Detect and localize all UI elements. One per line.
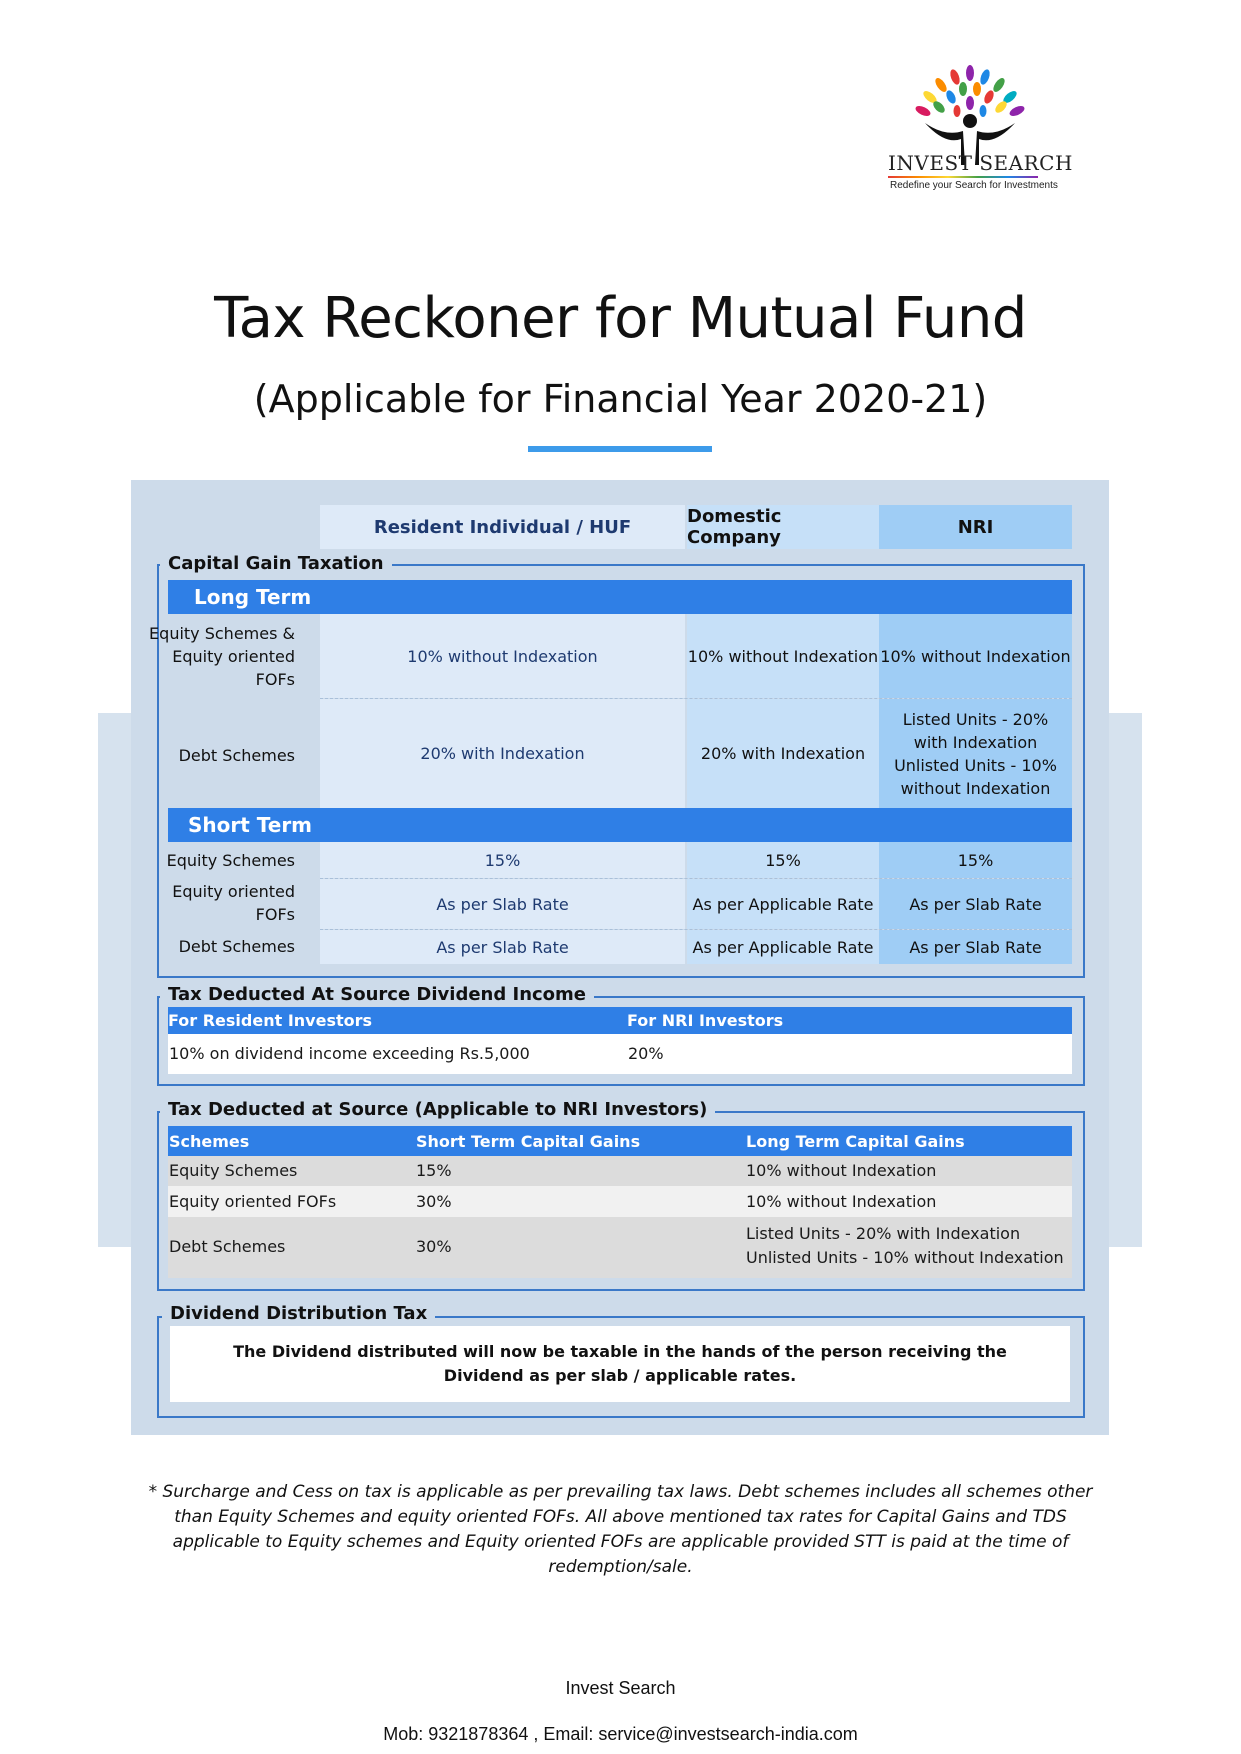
lt-equity-nri: 10% without Indexation bbox=[879, 614, 1072, 698]
lt-equity-company: 10% without Indexation bbox=[687, 614, 879, 698]
nri-ltcg-listed: Listed Units - 20% with Indexation bbox=[746, 1224, 1021, 1243]
lt-row-equity-label: Equity Schemes & Equity oriented FOFs bbox=[149, 624, 295, 689]
lt-row-debt-label: Debt Schemes bbox=[178, 746, 295, 765]
title-underline bbox=[528, 446, 712, 452]
column-header-company: Domestic Company bbox=[687, 505, 879, 549]
brand-divider bbox=[888, 176, 1038, 178]
st-row-fof-label: Equity oriented FOFs bbox=[172, 882, 295, 924]
short-term-bar: Short Term bbox=[168, 808, 1072, 842]
ddt-text: The Dividend distributed will now be taxable in the hands of the person receiving the Dividend as per slab / applicable rates. bbox=[233, 1342, 1007, 1385]
tds-resident-value: 10% on dividend income exceeding Rs.5,000 bbox=[169, 1044, 530, 1063]
st-debt-resident: As per Slab Rate bbox=[320, 930, 685, 964]
st-debt-nri: As per Slab Rate bbox=[879, 930, 1072, 964]
nri-scheme: Equity oriented FOFs bbox=[169, 1192, 337, 1211]
st-fof-company: As per Applicable Rate bbox=[687, 879, 879, 929]
nri-header-ltcg: Long Term Capital Gains bbox=[746, 1131, 965, 1151]
st-equity-nri: 15% bbox=[879, 842, 1072, 878]
nri-stcg: 30% bbox=[416, 1237, 452, 1256]
nri-ltcg: 10% without Indexation bbox=[746, 1192, 937, 1211]
table-row bbox=[168, 1186, 1072, 1217]
st-fof-nri: As per Slab Rate bbox=[879, 879, 1072, 929]
footnote: * Surcharge and Cess on tax is applicable as per prevailing tax laws. Debt schemes includes all schemes other than Equity Schemes and equity oriented FOFs. All above mentioned tax rates for Capital Gains and TDS applicable to Equity schemes and Equity oriented FOFs are applicable provided STT is paid at the time of redemption/sale. bbox=[148, 1482, 1093, 1577]
st-equity-resident: 15% bbox=[320, 842, 685, 878]
nri-ltcg: 10% without Indexation bbox=[746, 1161, 937, 1180]
tds-nri-header bbox=[168, 1126, 1072, 1156]
ddt-box bbox=[170, 1326, 1070, 1402]
ddt-label: Dividend Distribution Tax bbox=[162, 1303, 435, 1324]
st-debt-company: As per Applicable Rate bbox=[687, 930, 879, 964]
st-row-debt-label: Debt Schemes bbox=[178, 937, 295, 956]
long-term-bar: Long Term bbox=[168, 580, 1072, 614]
nri-stcg: 15% bbox=[416, 1161, 452, 1180]
tds-nri-value: 20% bbox=[628, 1044, 664, 1063]
nri-scheme: Debt Schemes bbox=[169, 1237, 286, 1256]
nri-ltcg-unlisted: Unlisted Units - 10% without Indexation bbox=[746, 1248, 1064, 1267]
tds-dividend-header bbox=[168, 1007, 1072, 1034]
tds-dividend-row bbox=[168, 1034, 1072, 1074]
page-subtitle: (Applicable for Financial Year 2020-21) bbox=[253, 377, 988, 421]
tds-dividend-label: Tax Deducted At Source Dividend Income bbox=[160, 984, 594, 1005]
lt-debt-resident: 20% with Indexation bbox=[320, 699, 685, 808]
capital-gain-label: Capital Gain Taxation bbox=[160, 553, 392, 574]
table-row bbox=[168, 1156, 1072, 1186]
brand-name: INVEST SEARCH bbox=[888, 151, 1073, 175]
tds-header-nri: For NRI Investors bbox=[627, 1011, 784, 1030]
footer-contact: Mob: 9321878364 , Email: service@investsearch-india.com bbox=[383, 1724, 858, 1744]
page-title: Tax Reckoner for Mutual Fund bbox=[214, 286, 1027, 351]
brand-tagline: Redefine your Search for Investments bbox=[890, 180, 1058, 191]
lt-debt-company: 20% with Indexation bbox=[687, 699, 879, 808]
column-header-nri: NRI bbox=[879, 505, 1072, 549]
nri-header-stcg: Short Term Capital Gains bbox=[416, 1131, 641, 1151]
tds-nri-label: Tax Deducted at Source (Applicable to NRI Investors) bbox=[160, 1099, 715, 1120]
nri-stcg: 30% bbox=[416, 1192, 452, 1211]
column-header-resident: Resident Individual / HUF bbox=[320, 505, 685, 549]
st-row-equity-label: Equity Schemes bbox=[166, 851, 295, 870]
footer-company: Invest Search bbox=[565, 1678, 676, 1698]
nri-scheme: Equity Schemes bbox=[169, 1161, 298, 1180]
table-row bbox=[168, 1217, 1072, 1278]
tds-header-resident: For Resident Investors bbox=[168, 1011, 373, 1030]
lt-debt-nri: Listed Units - 20% with Indexation Unlisted Units - 10% without Indexation bbox=[879, 699, 1072, 808]
nri-header-schemes: Schemes bbox=[169, 1131, 250, 1151]
lt-equity-resident: 10% without Indexation bbox=[320, 614, 685, 698]
st-fof-resident: As per Slab Rate bbox=[320, 879, 685, 929]
st-equity-company: 15% bbox=[687, 842, 879, 878]
